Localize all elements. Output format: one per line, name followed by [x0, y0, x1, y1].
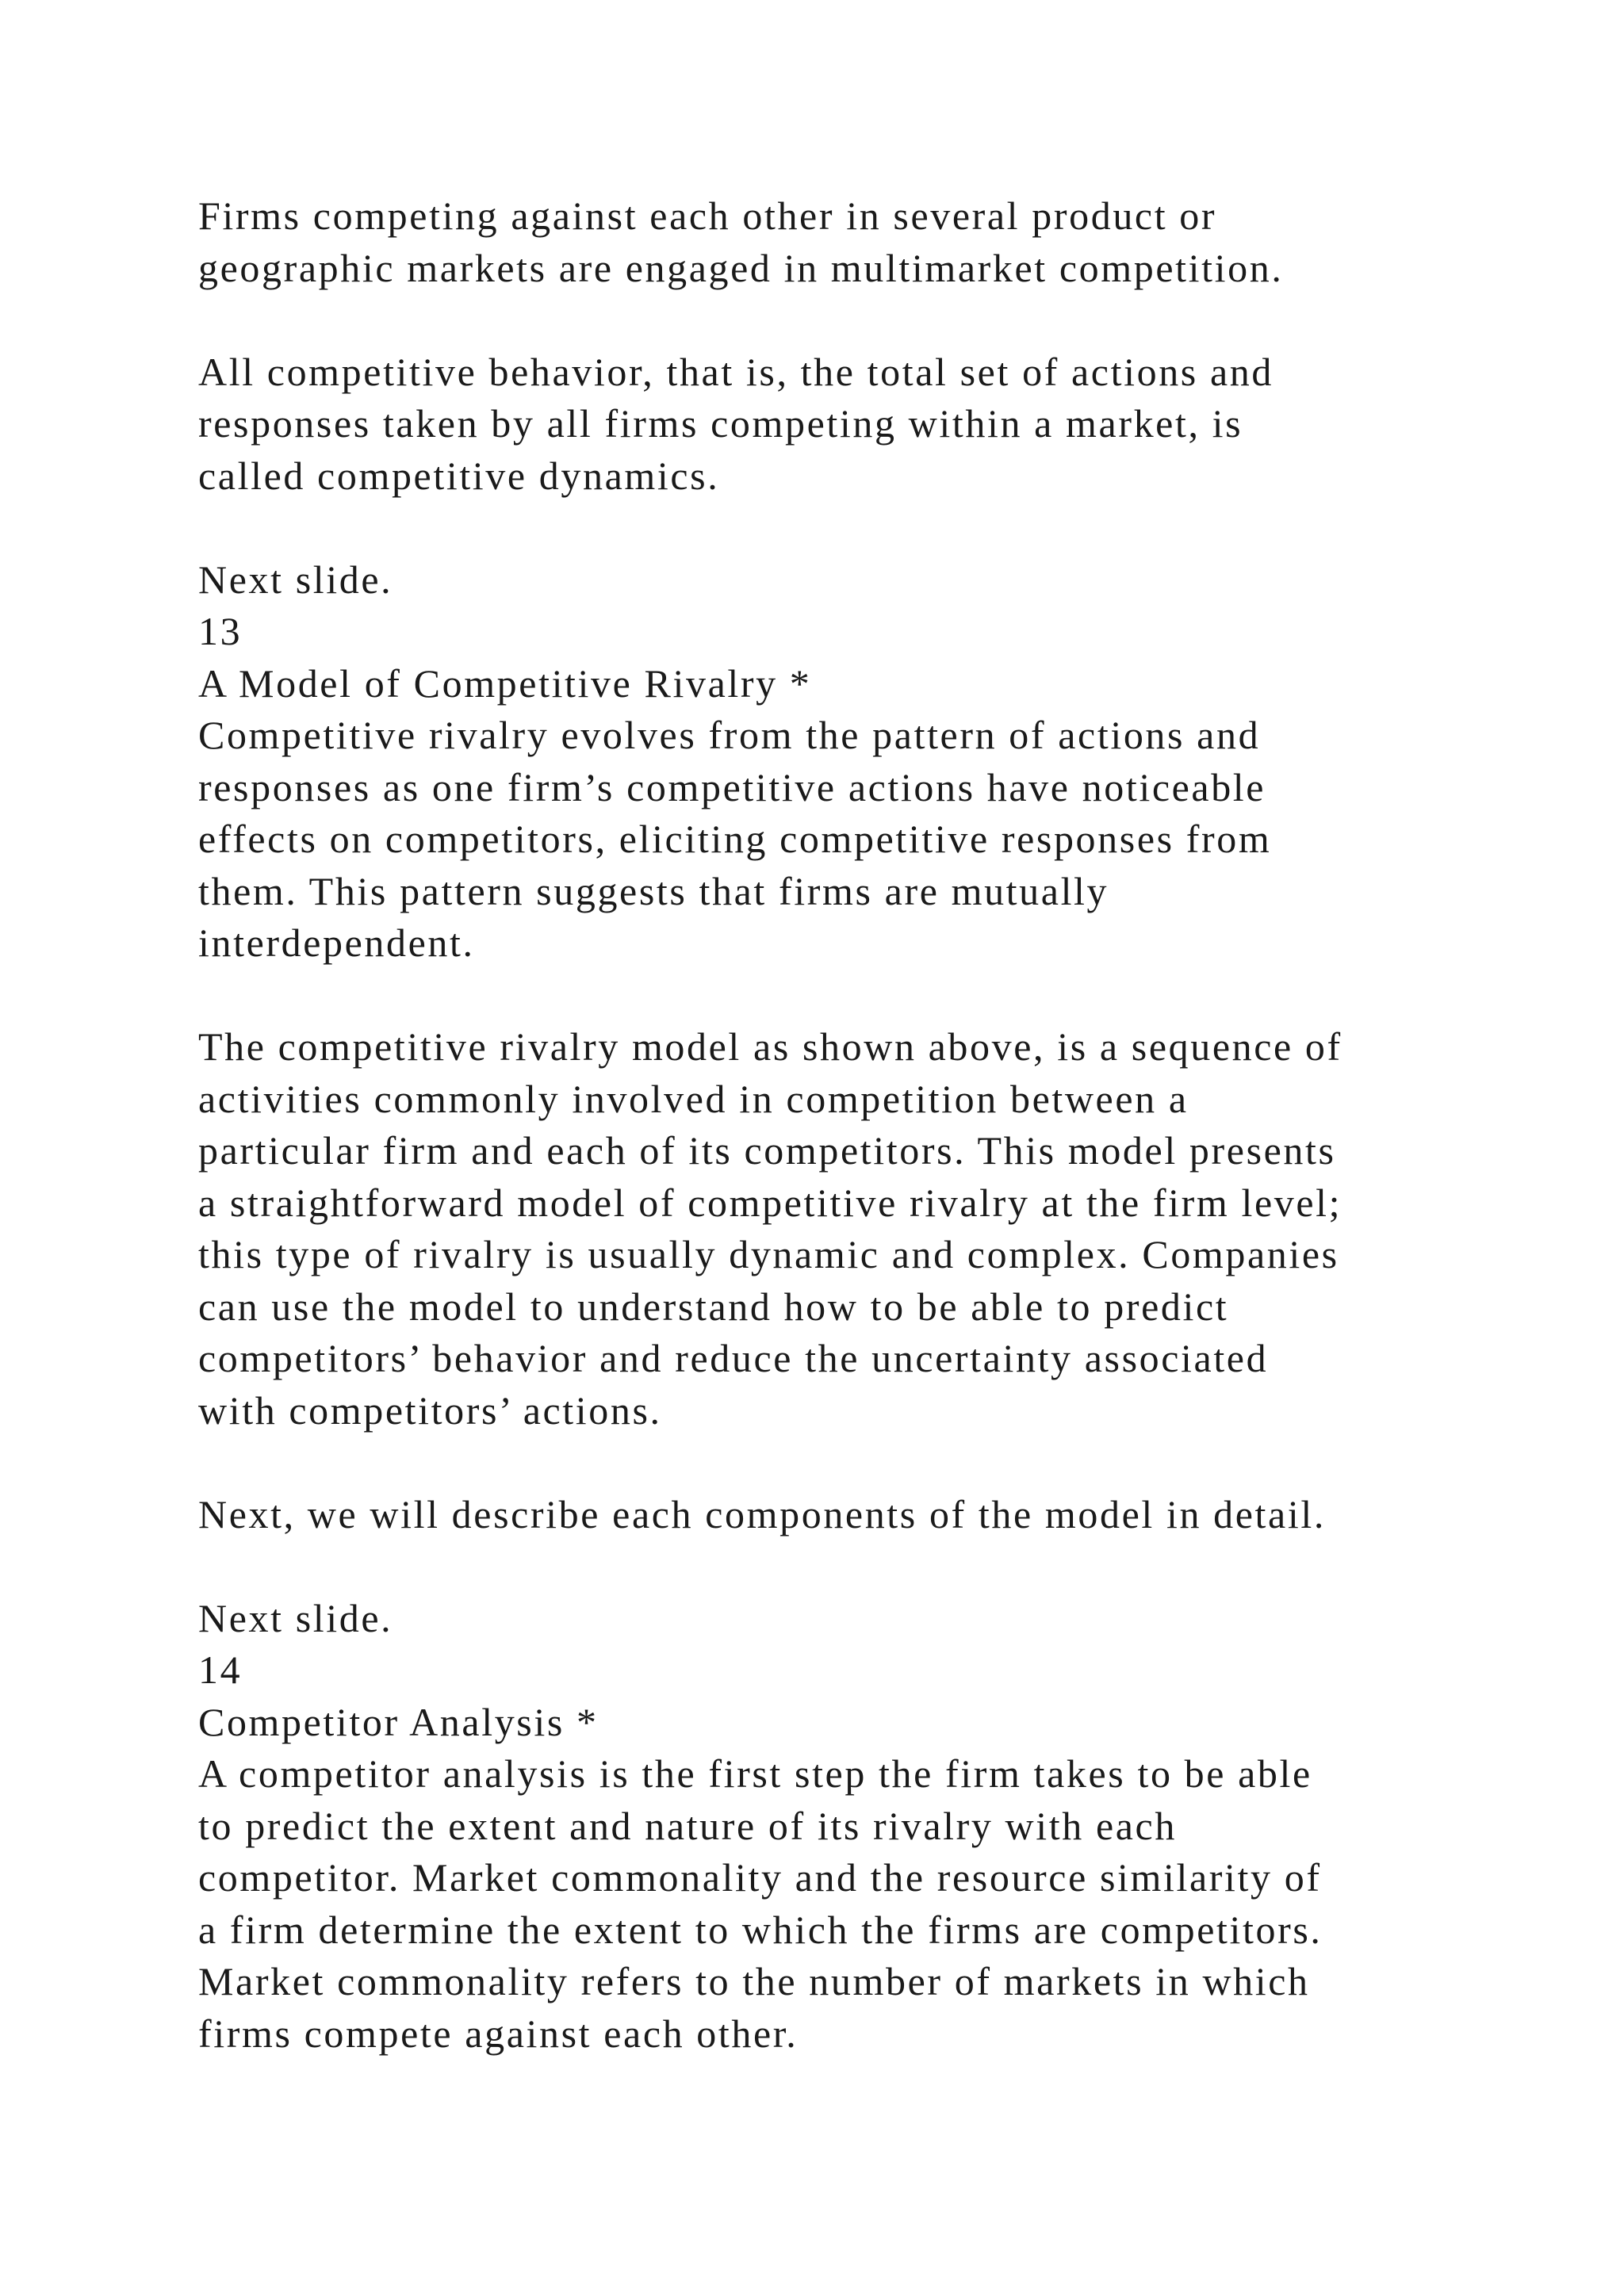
text-line: The competitive rivalry model as shown above, is a sequence of — [198, 1024, 1342, 1069]
text-line: firms compete against each other. — [198, 2011, 799, 2056]
text-line: competitors’ behavior and reduce the uncertainty associated — [198, 1336, 1269, 1380]
slide-number: 14 — [198, 1647, 243, 1692]
text-line: competitor. Market commonality and the resource similarity of — [198, 1855, 1322, 1900]
text-line: called competitive dynamics. — [198, 453, 720, 498]
text-line: this type of rivalry is usually dynamic and complex. Companies — [198, 1232, 1339, 1276]
text-line: effects on competitors, eliciting competitive responses from — [198, 817, 1272, 861]
text-line: particular firm and each of its competitors. This model presents — [198, 1128, 1336, 1173]
text-line: Market commonality refers to the number of markets in which — [198, 1959, 1310, 2003]
text-line: A competitor analysis is the first step the firm takes to be able — [198, 1751, 1312, 1796]
blank-line — [198, 1437, 1546, 1489]
text-line: Firms competing against each other in several product or — [198, 193, 1217, 238]
blank-line — [198, 970, 1546, 1022]
text-line: to predict the extent and nature of its rivalry with each — [198, 1803, 1177, 1848]
blank-line — [198, 1540, 1546, 1593]
blank-line — [198, 294, 1546, 346]
document-text — [198, 190, 1546, 2060]
next-slide-note: Next slide. — [198, 1595, 393, 1640]
slide-number: 13 — [198, 609, 243, 653]
text-line: All competitive behavior, that is, the total set of actions and — [198, 349, 1274, 394]
blank-line — [198, 502, 1546, 554]
text-line: activities commonly involved in competition between a — [198, 1076, 1189, 1121]
section-heading: Competitor Analysis * — [198, 1699, 599, 1744]
section-heading: A Model of Competitive Rivalry * — [198, 660, 812, 706]
text-line: responses taken by all firms competing within a market, is — [198, 401, 1243, 446]
text-line: a straightforward model of competitive rivalry at the firm level; — [198, 1180, 1342, 1225]
next-slide-note: Next slide. — [198, 557, 393, 602]
text-line: interdependent. — [198, 920, 475, 965]
text-line: responses as one firm’s competitive actions have noticeable — [198, 764, 1266, 809]
text-line: geographic markets are engaged in multimarket competition. — [198, 245, 1284, 290]
text-line: a firm determine the extent to which the firms are competitors. — [198, 1907, 1323, 1952]
text-line: them. This pattern suggests that firms are mutually — [198, 868, 1109, 913]
text-line: Next, we will describe each components of the model in detail. — [198, 1491, 1326, 1536]
text-line: with competitors’ actions. — [198, 1387, 662, 1433]
text-line: can use the model to understand how to be able to predict — [198, 1284, 1229, 1329]
text-line: Competitive rivalry evolves from the pattern of actions and — [198, 713, 1261, 757]
